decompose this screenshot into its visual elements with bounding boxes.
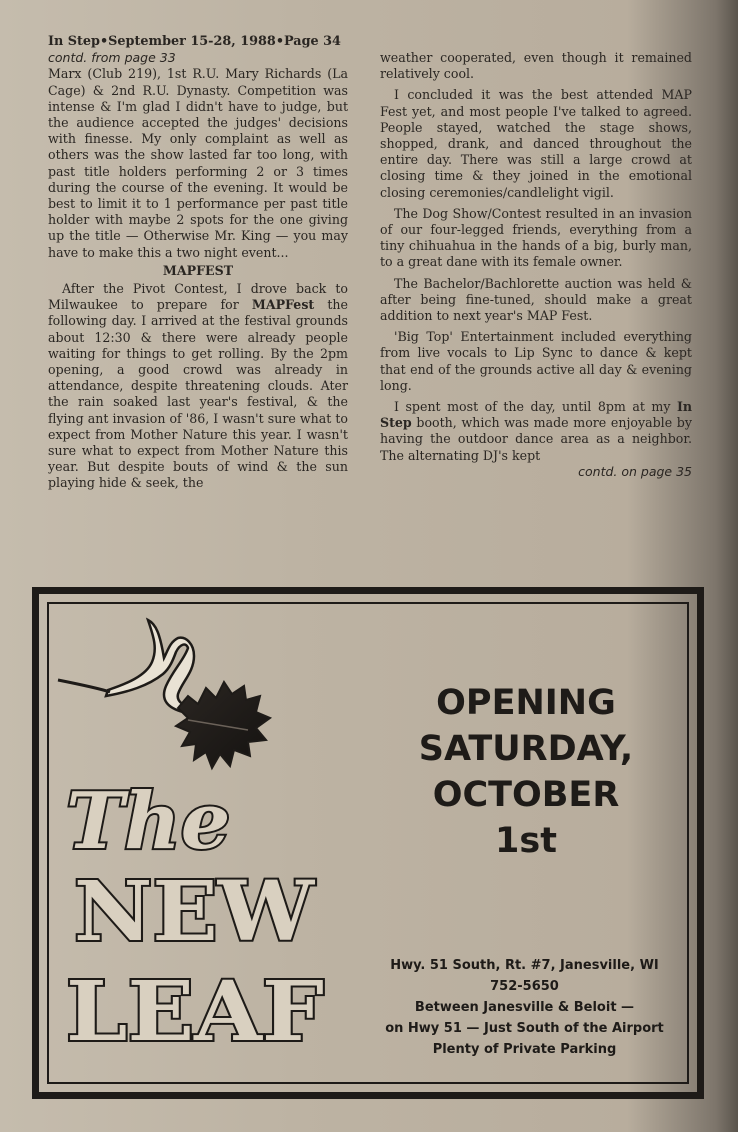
logo-word-leaf: LEAF — [66, 964, 324, 1060]
article-paragraph: After the Pivot Contest, I drove back to Milwaukee to prepare for MAPFest the following day. I arrived at the festival grounds about 12:30 & there were already people waiting for things to get rolling. By the 2pm opening, a good crowd was already in attendance, despite threatening clouds. Ater the rain soaked last year's festival, & the flying ant invasion of '86, I wasn't sure what to expect from Mother Nature this year. I wasn't sure what to expect from Mother Nature this year. But despite bouts of wind & the sun playing hide & seek, the — [48, 281, 348, 491]
opening-announcement — [376, 680, 676, 864]
opening-line: OPENING — [436, 683, 616, 723]
page-header: In Step•September 15-28, 1988•Page 34 — [48, 34, 341, 49]
article-right-column — [380, 50, 692, 480]
phone-number: 752-5650 — [490, 979, 559, 994]
article-paragraph: 'Big Top' Entertainment included everything from live vocals to Lip Sync to dance & kept that end of the grounds active all day & evening long. — [380, 329, 692, 393]
continued-to-note: contd. on page 35 — [578, 463, 692, 479]
directions-line: Between Janesville & Beloit — — [414, 1000, 635, 1015]
opening-line: OCTOBER — [432, 775, 620, 815]
oak-leaf-icon — [176, 682, 270, 768]
new-leaf-logo — [48, 600, 348, 1080]
article-paragraph: The Dog Show/Contest resulted in an invasion of our four-legged friends, everything from a tiny chihuahua in the hands of a big, burly man, to a great dane with its female owner. — [380, 205, 692, 270]
article-paragraph: weather cooperated, even though it remained relatively cool. — [380, 50, 692, 82]
address-line: Hwy. 51 South, Rt. #7, Janesville, WI — [390, 958, 659, 973]
article-paragraph: I spent most of the day, until 8pm at my In Step booth, which was made more enjoyable by having the outdoor dance area as a neighbor. The alternating DJ's kept — [380, 399, 692, 463]
article-paragraph: The Bachelor/Bachlorette auction was held & after being fine-tuned, should make a great addition to next year's MAP Fest. — [380, 275, 692, 324]
article-left-column — [48, 34, 348, 492]
opening-line: SATURDAY, — [418, 729, 634, 769]
article-paragraph: Marx (Club 219), 1st R.U. Mary Richards (La Cage) & 2nd R.U. Dynasty. Competition was intense & I'm glad I didn't have to judge, but the audience accepted the judges' decisions with finesse. My only complaint as well as others was the show lasted far too long, with past title holders performing 2 or 3 times during the course of the evening. It would be best to limit it to 1 performance per past title holder with maybe 2 spots for the one giving up the title — Otherwise Mr. King — you may have to make this a two night event... — [48, 66, 348, 260]
article-paragraph: I concluded it was the best attended MAP Fest yet, and most people I've talked to agreed. People stayed, watched the stage shows, shopped, drank, and danced throughout the entire day. There was still a large crowd at closing time & they joined in the emotional closing ceremonies/candlelight vigil. — [380, 87, 692, 200]
logo-word-the: The — [66, 776, 231, 867]
opening-line: 1st — [495, 821, 557, 861]
parking-line: Plenty of Private Parking — [432, 1042, 617, 1057]
logo-word-new: NEW — [74, 864, 316, 960]
address-block — [352, 955, 697, 1060]
directions-line: on Hwy 51 — Just South of the Airport — [385, 1021, 664, 1036]
section-subhead: MAPFEST — [162, 262, 234, 278]
continued-from-note: contd. from page 33 — [48, 50, 176, 66]
branch-icon — [58, 620, 198, 718]
